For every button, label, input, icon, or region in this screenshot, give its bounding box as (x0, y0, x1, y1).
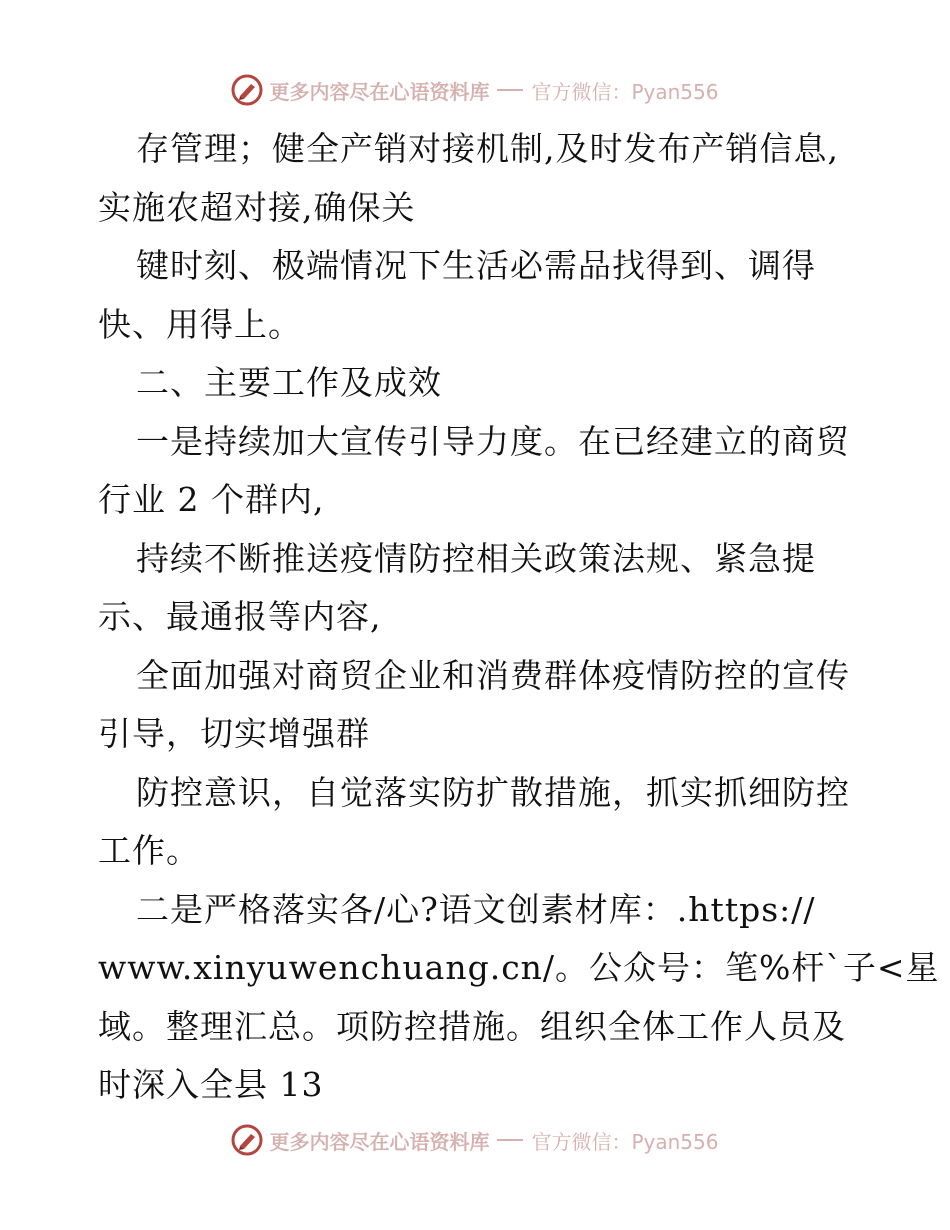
section-heading: 二、主要工作及成效 (136, 363, 442, 402)
header-banner (0, 70, 950, 110)
body-line: 实施农超对接,确保关 (98, 187, 416, 227)
body-line: 示、最通报等内容, (98, 597, 382, 636)
pen-logo-icon (231, 74, 263, 106)
document-body (98, 120, 940, 1115)
body-line: 行业 2 个群内, (98, 480, 325, 519)
header-site-text: 更多内容尽在心语资料库 (269, 79, 490, 104)
body-line: 快、用得上。 (98, 304, 302, 344)
body-line: 二是严格落实各/心?语文创素材库：.https:// (136, 889, 816, 929)
header-dash (497, 89, 523, 91)
body-line: www.xinyuwenchuang.cn/。公众号：笔%杆`子<星 (98, 948, 940, 987)
pen-logo-icon (231, 1124, 263, 1156)
footer-dash (497, 1139, 523, 1141)
body-line: 存管理；健全产销对接机制,及时发布产销信息, (136, 129, 839, 168)
header-contact-text: 官方微信：Pyan556 (531, 79, 719, 104)
footer-site-text: 更多内容尽在心语资料库 (269, 1129, 490, 1154)
body-line: 全面加强对商贸企业和消费群体疫情防控的宣传 (136, 655, 850, 695)
body-line: 一是持续加大宣传引导力度。在已经建立的商贸 (136, 421, 850, 461)
body-line: 域。整理汇总。项防控措施。组织全体工作人员及 (98, 1006, 846, 1046)
footer-banner (0, 1120, 950, 1160)
body-line: 键时刻、极端情况下生活必需品找得到、调得 (136, 246, 816, 285)
body-line: 时深入全县 13 (98, 1065, 324, 1104)
body-line: 持续不断推送疫情防控相关政策法规、紧急提 (136, 538, 816, 578)
body-line: 引导，切实增强群 (98, 714, 370, 753)
footer-contact-text: 官方微信：Pyan556 (531, 1129, 719, 1154)
body-line: 防控意识，自觉落实防扩散措施，抓实抓细防控 (136, 772, 850, 812)
body-line: 工作。 (98, 831, 200, 870)
